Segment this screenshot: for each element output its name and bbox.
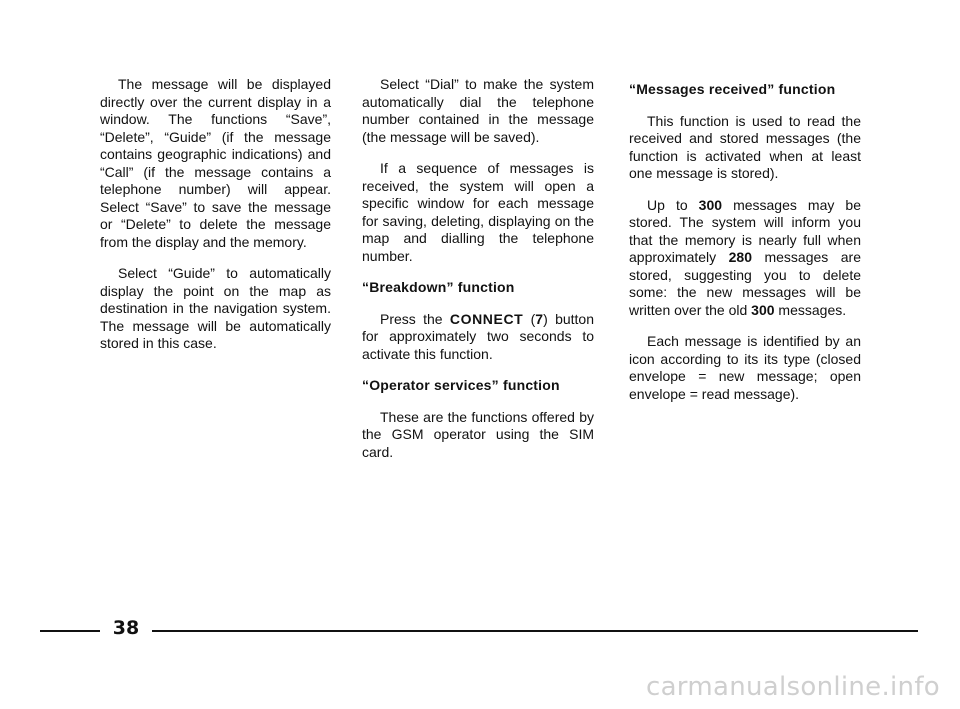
connect-button-label: CONNECT — [449, 310, 524, 327]
messages-received-paragraph: This function is used to read the received and stored messages (the function is activated when at least one message is stored). — [629, 112, 861, 181]
dial-paragraph: Select “Dial” to make the system automatically dial the telephone number contained in the message (the message will be saved). — [362, 76, 594, 145]
sequence-paragraph: If a sequence of messages is received, the system will open a specific window for each message for saving, deleting, displaying on the map and dialling the telephone number. — [362, 160, 594, 264]
operator-services-heading: “Operator services” function — [362, 377, 560, 393]
button-ref-number: 7 — [535, 310, 544, 327]
storage-warning-number: 280 — [728, 249, 752, 265]
footer-rule-left — [40, 630, 100, 632]
breakdown-open-paren: ( — [523, 310, 536, 327]
column-1 — [100, 76, 331, 367]
breakdown-text-before: Press the — [380, 310, 450, 327]
watermark: carmanualsonline.info — [645, 672, 940, 702]
operator-services-paragraph: These are the functions offered by the GSM operator using the SIM card. — [362, 408, 594, 460]
storage-capacity-paragraph — [629, 197, 861, 320]
breakdown-text-after: ) button for approximately two seconds to activate this function. — [362, 310, 594, 362]
guide-paragraph: Select “Guide” to automatically display the point on the map as destination in the navigation system. The message will be automatically stored in this case. — [100, 265, 331, 351]
page-number: 38 — [112, 617, 140, 639]
footer-rule-right — [152, 630, 918, 632]
column-3 — [629, 76, 861, 417]
message-icon-paragraph: Each message is identified by an icon according to its its type (closed envelope = new message; open envelope = read message). — [629, 333, 861, 402]
storage-limit-number-2: 300 — [751, 301, 775, 318]
breakdown-paragraph — [362, 311, 594, 364]
storage-limit-number: 300 — [698, 196, 723, 213]
column-2 — [362, 76, 594, 475]
message-display-paragraph: The message will be displayed directly over the current display in a window. The functions “Save”, “Delete”, “Guide” (if the message contains geographic indications) and “Call” (if the message contains a telephone number) will appear. Select “Save” to save the message or “Delete” to delete the message from the display and the memory. — [100, 76, 331, 250]
storage-text-after: messages. — [774, 301, 847, 318]
breakdown-heading: “Breakdown” function — [362, 279, 515, 295]
storage-text-before: Up to — [647, 196, 699, 213]
storage-text-mid2: messages are stored, suggesting you to delete some: the new messages will be written over the old — [629, 249, 861, 318]
messages-received-heading: “Messages received” function — [629, 81, 836, 97]
storage-text-mid1: messages may be stored. The system will inform you that the memory is nearly full when approximately — [629, 196, 861, 265]
